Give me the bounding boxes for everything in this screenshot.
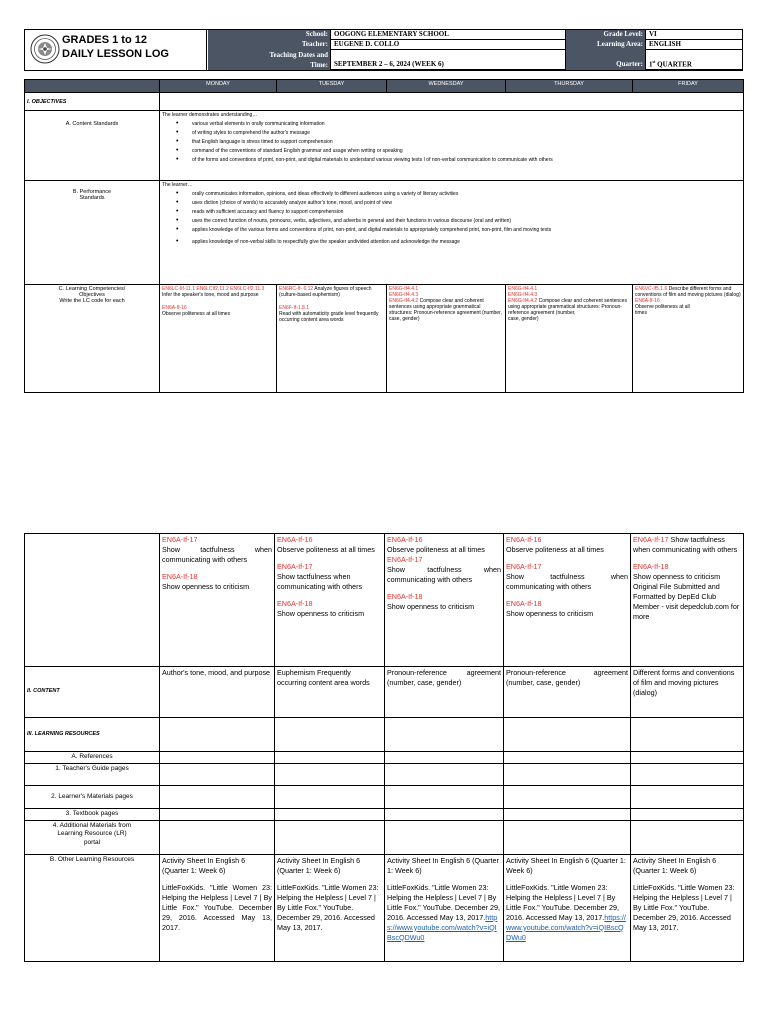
objectives-row (25, 93, 744, 111)
cell (504, 752, 631, 764)
lc-code: EN6F-If-1.8.1 (279, 305, 310, 311)
competencies-label-line1: C. Learning Competencies/ (58, 286, 126, 292)
competencies-monday (160, 285, 277, 393)
references-label: A. References (25, 752, 160, 764)
lc-code: EN6LC-IIf-11.1 EN6LCIf2.11.2 EN6LC-If2.11.3 (162, 286, 265, 292)
lc-text: Show openness to criticism (633, 571, 721, 581)
lc-text: Show openness to criticism (162, 581, 250, 591)
continued-tuesday (275, 534, 385, 667)
list-item: • that English language is stress timed to support comprehension (176, 139, 741, 145)
cell (631, 821, 744, 855)
competencies-continued-row (25, 534, 744, 667)
activity-sheet: Activity Sheet In English 6 (Quarter 1: Week 6) (162, 856, 246, 875)
cell (631, 764, 744, 786)
lc-code: EN6A-If-17 (277, 561, 313, 571)
depedclub-note: Original File Submitted and Formatted by DepEd Club Member - visit depedclub.com for more (633, 581, 740, 621)
list-item: • applies knowledge of the various forms and conventions of print, non-print, and digital materials to appropriately comprehend print, non-print, film and moving texts (176, 227, 741, 233)
other-resources-friday (631, 855, 744, 962)
quarter-word: QUARTER (657, 60, 692, 69)
lc-code: EN6A-If-18 (387, 591, 423, 601)
cell (385, 821, 504, 855)
competencies-friday (633, 285, 744, 393)
competencies-tuesday (277, 285, 387, 393)
cell (385, 786, 504, 809)
cell (160, 752, 275, 764)
log-title-line2: DAILY LESSON LOG (62, 48, 169, 60)
quarter-value (646, 50, 743, 70)
cell (631, 786, 744, 809)
reference-citation: LittleFoxKids. "Little Women 23: Helping the Helpless | Level 7 | By Little Fox." YouTube. December 29, 2016. Accessed May 13, 2017. (506, 882, 619, 922)
content-standards-list (162, 121, 741, 163)
dates-label-line1: Teaching Dates and (269, 51, 328, 59)
competencies-label-line2: Objectives (79, 292, 105, 298)
activity-sheet: Activity Sheet In English 6 (Quarter 1: Week 6) (633, 856, 717, 875)
learning-resources-label: III. LEARNING RESOURCES (25, 718, 160, 752)
lc-code: EN6G-If4.4.2 (508, 298, 538, 304)
dates-value: SEPTEMBER 2 – 6, 2024 (WEEK 6) (331, 50, 566, 70)
lc-code: EN6A-If-16 (387, 535, 423, 544)
cell (504, 809, 631, 821)
other-resources-label: B. Other Learning Resources (25, 855, 160, 962)
lc-code: EN6VC-If5.1.6 (635, 286, 668, 292)
lc-code: EN6A-If-18 (162, 571, 198, 581)
cell (275, 809, 385, 821)
cell (385, 764, 504, 786)
learning-area-label: Learning Area: (566, 40, 646, 50)
lc-code: EN6G-If4.4.1 (389, 286, 419, 292)
lc-code: EN6A-If-16 (635, 298, 660, 304)
dates-label-line2: Time: (310, 61, 328, 69)
quarter-number: 1 (649, 60, 653, 69)
lc-text: Observe politeness at all times (162, 311, 231, 317)
lc-text: Infer the speaker's tone, mood and purpose (162, 292, 259, 298)
cell (385, 718, 504, 752)
cell (631, 718, 744, 752)
youtube-link[interactable]: https://www.youtube.com/watch?v=iQIBscQDWu0 (506, 912, 626, 942)
activity-sheet: Activity Sheet In English 6 (Quarter 1: Week 6) (277, 856, 361, 875)
lc-text: case, gender) (508, 316, 539, 322)
deped-seal-icon (30, 34, 60, 64)
content-label: II. CONTENT (25, 667, 160, 718)
lc-code: EN6A-If-16 (506, 535, 542, 544)
cell (275, 821, 385, 855)
objectives-blank (160, 93, 744, 111)
other-resources-wednesday (385, 855, 504, 962)
lc-text: Show tactfulness when communicating with others (277, 571, 363, 591)
cell (160, 764, 275, 786)
day-header-thursday: THURSDAY (506, 80, 633, 93)
content-standards-label: A. Content Standards (25, 111, 160, 181)
header-title-block (25, 30, 207, 70)
continued-friday (631, 534, 744, 667)
learners-materials-row (25, 786, 744, 809)
cell (275, 786, 385, 809)
day-header-wednesday: WEDNESDAY (387, 80, 506, 93)
textbook-row (25, 809, 744, 821)
competencies-wednesday (387, 285, 506, 393)
lc-code: EN6A-If-18 (633, 561, 669, 571)
teachers-guide-row (25, 764, 744, 786)
lc-code: EN6RC-If- 6.12 (279, 286, 314, 292)
quarter-label: Quarter: (566, 50, 646, 70)
additional-materials-label (25, 821, 160, 855)
content-resources-table (24, 533, 744, 962)
day-header-blank (25, 80, 160, 93)
learners-materials-label: 2. Learner's Materials pages (25, 786, 160, 809)
other-resources-monday (160, 855, 275, 962)
list-item: • reads with sufficient accuracy and fluency to support comprehension (176, 209, 741, 215)
continued-thursday (504, 534, 631, 667)
day-header-tuesday: TUESDAY (277, 80, 387, 93)
content-tuesday: Euphemism Frequently occurring content area words (275, 667, 385, 718)
cell (160, 821, 275, 855)
lc-text: Show tactfulness when communicating with others (633, 535, 738, 554)
cell (504, 786, 631, 809)
lc-text: Compose clear and coherent sentences using appropriate grammatical structures: Pronoun-reference agreement (number, (508, 298, 627, 316)
performance-standards-label-line2: Standards (79, 195, 105, 201)
list-item: • of the forms and conventions of print, non-print, and digital materials to understand various viewing texts I of non-verbal communication to communicate with others (176, 157, 741, 163)
objectives-table (24, 79, 744, 393)
lc-code: EN6A-If-16 (162, 305, 187, 311)
competencies-label (25, 285, 160, 393)
additional-materials-row (25, 821, 744, 855)
quarter-suffix: st (652, 59, 656, 64)
list-item: • various verbal elements in orally communicating information (176, 121, 741, 127)
school-label: School: (208, 30, 331, 40)
cell (504, 764, 631, 786)
lc-code: EN6A-If-18 (277, 598, 313, 608)
lc-text: Show openness to criticism (277, 608, 365, 618)
lc-text: Show tactfulness when communicating with others (387, 564, 501, 584)
lc-text: Compose clear and coherent sentences using appropriate grammatical structures: Pronoun-reference agreement (number, case, gender) (389, 298, 502, 322)
lc-text: Observe politeness at all times (506, 544, 604, 554)
lc-text: Show tactfulness when communicating with others (162, 544, 272, 564)
lc-code: EN6G-If4.4.1 (508, 286, 538, 292)
cell (275, 752, 385, 764)
additional-materials-line1: 4. Additional Materials from (52, 822, 132, 829)
lc-text: Describe different forms and conventions of film and moving pictures (dialog) (635, 286, 741, 298)
list-item: • uses diction (choice of words) to accurately analyze author's tone, mood, and point of view (176, 200, 741, 206)
performance-standards-row (25, 181, 744, 285)
lc-text: Show openness to criticism (506, 608, 594, 618)
list-item: • command of the conventions of standard English grammar and usage when writing or speaking (176, 148, 741, 154)
content-row (25, 667, 744, 718)
lc-text: Observe politeness at all times (387, 544, 485, 554)
day-header-row (25, 80, 744, 93)
list-item: • of writing styles to comprehend the author's message (176, 130, 741, 136)
reference-citation: LittleFoxKids. "Little Women 23: Helping the Helpless | Level 7 | By Little Fox." YouTube. December 29, 2016. Accessed May 13, 2017. (633, 882, 735, 932)
lc-code: EN6A-If-17 (162, 535, 198, 544)
log-title-line1: GRADES 1 to 12 (62, 34, 147, 46)
objectives-label: I. OBJECTIVES (25, 93, 160, 111)
lc-code: EN6A-If-18 (506, 598, 542, 608)
cell (385, 809, 504, 821)
lc-code: EN6A-If-17 (506, 561, 542, 571)
performance-standards-label-line1: B. Performance (72, 189, 112, 195)
lc-text: Observe politeness at all times (277, 544, 375, 554)
performance-standards-list (162, 191, 741, 245)
cell (160, 809, 275, 821)
lc-text: Show tactfulness when communicating with others (506, 571, 628, 591)
lc-text: Show openness to criticism (387, 601, 475, 611)
content-thursday: Pronoun-reference agreement (number, case, gender) (504, 667, 631, 718)
performance-standards-label (25, 181, 160, 285)
references-row (25, 752, 744, 764)
day-header-monday: MONDAY (160, 80, 277, 93)
cell (275, 718, 385, 752)
teachers-guide-label: 1. Teacher's Guide pages (25, 764, 160, 786)
day-header-friday: FRIDAY (633, 80, 744, 93)
grade-level-value: VI (646, 30, 743, 40)
cell (160, 718, 275, 752)
lc-code: EN6A-If-17 (633, 535, 669, 544)
cell (631, 809, 744, 821)
activity-sheet: Activity Sheet In English 6 (Quarter 1: Week 6) (506, 856, 626, 875)
teacher-label: Teacher: (208, 40, 331, 50)
content-standards-intro: The learner demonstrates understanding… (162, 112, 258, 118)
cell (504, 718, 631, 752)
lc-text: Observe politeness at all times (635, 304, 690, 316)
competencies-row (25, 285, 744, 393)
lc-code: EN6G-If4.4.3 (508, 292, 538, 298)
lc-text: Analyze figures of speech (culture-based euphemism) (279, 286, 372, 298)
teacher-value: EUGENE D. COLLO (331, 40, 566, 50)
cell (504, 821, 631, 855)
content-monday: Author's tone, mood, and purpose (160, 667, 275, 718)
activity-sheet: Activity Sheet In English 6 (Quarter 1: Week 6) (387, 856, 499, 875)
dates-label (208, 50, 331, 70)
lc-code: EN6G-If4.4.3 (389, 292, 419, 298)
reference-citation: LittleFoxKids. "Little Women 23: Helping the Helpless | Level 7 | By Little Fox." YouTube. December 29, 2016. Accessed May 13, 2017. (277, 882, 379, 932)
reference-citation: LittleFoxKids. "Little Women 23: Helping the Helpless | Level 7 | By Little Fox." YouTube. December 29, 2016. Accessed May 13, 2017. (162, 882, 272, 932)
cell (275, 764, 385, 786)
list-item: • applies knowledge of non-verbal skills to respectfully give the speaker undivided attention and acknowledge the message (176, 239, 741, 245)
additional-materials-line2: Learning Resource (LR) (57, 830, 127, 838)
lc-code: EN6G-If4.4.2 (389, 298, 419, 304)
cell (385, 752, 504, 764)
content-friday: Different forms and conventions of film and moving pictures (dialog) (631, 667, 744, 718)
youtube-link[interactable]: https://www.youtube.com/watch?v=iQIBscQDWu0 (387, 912, 498, 942)
other-resources-thursday (504, 855, 631, 962)
lc-code: EN6A-If-17 (387, 554, 423, 564)
other-resources-tuesday (275, 855, 385, 962)
lc-code: EN6A-If-16 (277, 535, 313, 544)
additional-materials-line3: portal (83, 838, 101, 846)
continued-monday (160, 534, 275, 667)
list-item: • uses the correct function of nouns, pronouns, verbs, adjectives, and adverbs in general and their functions in various discourse (oral and written) (176, 218, 741, 224)
competencies-label-line3: Write the LC code for each (59, 298, 125, 304)
content-standards-row (25, 111, 744, 181)
learning-area-value: ENGLISH (646, 40, 743, 50)
header-info-grid (208, 30, 743, 70)
reference-citation: LittleFoxKids. "Little Women 23: Helping the Helpless | Level 7 | By Little Fox." YouTube. December 29, 2016. Accessed May 13, 2017. (387, 882, 500, 922)
performance-standards-cell (160, 181, 744, 285)
grade-level-label: Grade Level: (566, 30, 646, 40)
cell (631, 752, 744, 764)
textbook-label: 3. Textbook pages (25, 809, 160, 821)
cell (160, 786, 275, 809)
lesson-log-header (24, 29, 743, 71)
content-wednesday: Pronoun-reference agreement (number, case, gender) (385, 667, 504, 718)
continued-wednesday (385, 534, 504, 667)
continued-label-blank (25, 534, 160, 667)
other-resources-row (25, 855, 744, 962)
school-value: OOGONG ELEMENTARY SCHOOL (331, 30, 566, 40)
learning-resources-row (25, 718, 744, 752)
performance-standards-intro: The learner… (162, 182, 193, 188)
competencies-thursday (506, 285, 633, 393)
list-item: • orally communicates information, opinions, and ideas effectively to different audiences using a variety of literary activities (176, 191, 741, 197)
content-standards-cell (160, 111, 744, 181)
lc-text: Read with automaticity grade level frequently occurring content area words (279, 311, 379, 323)
